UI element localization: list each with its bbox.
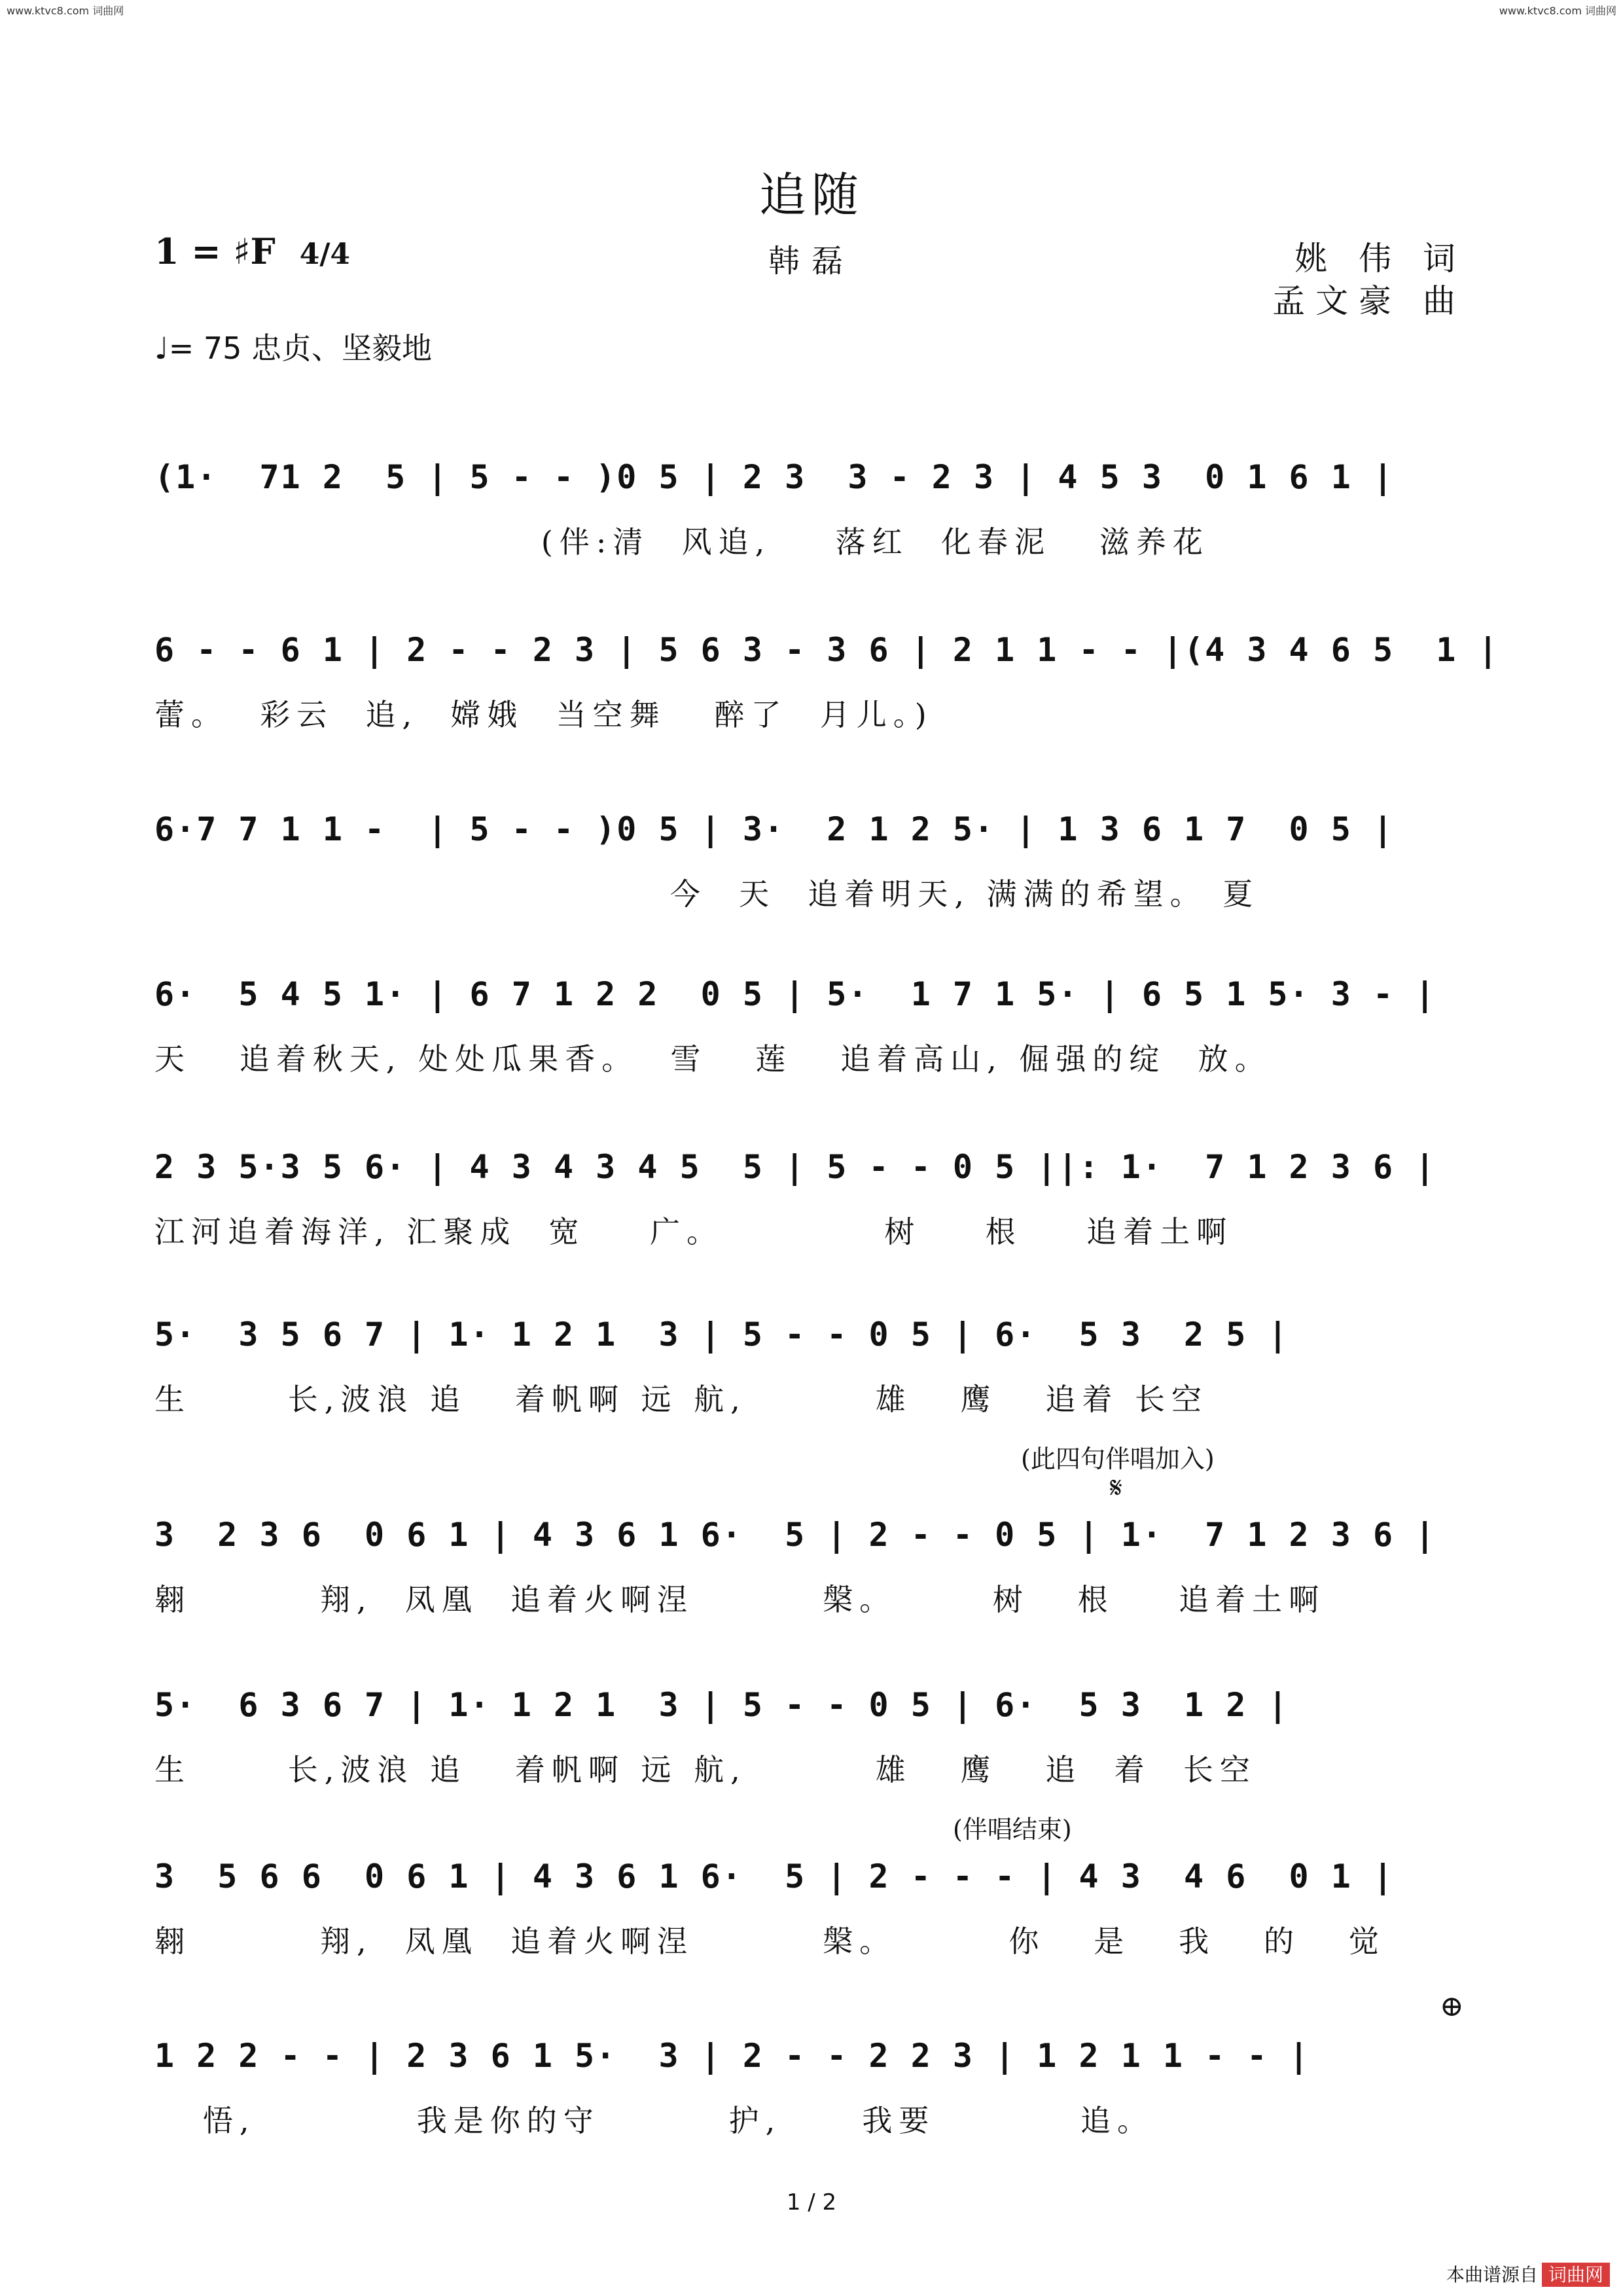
song-singer: 韩磊 (768, 243, 855, 279)
lyrics-line-4: 天 追着秋天, 处处瓜果香。 雪 莲 追着高山, 倔强的绽 放。 (154, 1041, 1272, 1077)
notes-line-3: 6·7 7 1 1 - | 5 - - )0 5 | 3· 2 1 2 5· | 1 3 6 1 7 0 5 | (154, 810, 1395, 848)
composer-credit: 孟文豪 曲 (1272, 282, 1466, 320)
score-line-2 (154, 631, 1499, 801)
lyrics-line-2: 蕾。 彩云 追, 嫦娥 当空舞 醉了 月儿。) (154, 697, 933, 732)
lyrics-line-10: 悟, 我是你的守 护, 我要 追。 (154, 2103, 1154, 2138)
notes-line-1: (1· 71 2 5 | 5 - - )0 5 | 2 3 3 - 2 3 | 4 5 3 0 1 6 1 | (154, 458, 1395, 496)
notes-line-4: 6· 5 4 5 1· | 6 7 1 2 2 0 5 | 5· 1 7 1 5· | 6 5 1 5· 3 - | (154, 975, 1436, 1013)
lyrics-line-9: 翱 翔, 凤凰 追着火啊涅 槃。 你 是 我 的 觉 (154, 1924, 1385, 1959)
header-url-right: www.ktvc8.com 词曲网 (1499, 5, 1616, 17)
key-signature (154, 230, 350, 272)
lyrics-line-1: (伴:清 风追, 落红 化春泥 滋养花 (154, 524, 1209, 560)
annotation-chorus-start: (此四句伴唱加入) (1021, 1444, 1215, 1473)
notes-line-2: 6 - - 6 1 | 2 - - 2 3 | 5 6 3 - 3 6 | 2 1 1 - - |(4 3 4 6 5 1 | (154, 631, 1499, 669)
page-number: 1 / 2 (786, 2189, 837, 2215)
notes-line-10: 1 2 2 - - | 2 3 6 1 5· 3 | 2 - - 2 2 3 | 1 2 1 1 - - | (154, 2037, 1310, 2075)
lyrics-line-6: 生 长,波浪 追 着帆啊 远 航, 雄 鹰 追着 长空 (154, 1382, 1209, 1417)
notes-line-7: 3 2 3 6 0 6 1 | 4 3 6 1 6· 5 | 2 - - 0 5 | 1· 7 1 2 3 6 | (154, 1516, 1436, 1554)
score-line-10 (154, 2037, 1470, 2207)
time-signature: 4/4 (299, 238, 351, 271)
lyrics-line-8: 生 长,波浪 追 着帆啊 远 航, 雄 鹰 追 着 长空 (154, 1752, 1257, 1787)
coda-sign: ⊕ (1440, 1990, 1464, 2023)
source-credit (1446, 2261, 1610, 2287)
score-line-8 (154, 1686, 1470, 1856)
lyrics-line-3: 今 天 追着明天, 满满的希望。 夏 (154, 876, 1260, 912)
score-line-4 (154, 975, 1470, 1145)
score-line-3 (154, 810, 1470, 980)
lyrics-line-5: 江河追着海洋, 汇聚成 宽 广。 树 根 追着土啊 (154, 1214, 1234, 1249)
header-url-left: www.ktvc8.com 词曲网 (7, 5, 124, 17)
song-title: 追随 (758, 168, 864, 223)
lyricist-credit: 姚 伟 词 (1294, 240, 1466, 278)
lyrics-line-7: 翱 翔, 凤凰 追着火啊涅 槃。 树 根 追着土啊 (154, 1582, 1326, 1617)
source-text: 本曲谱源自 (1446, 2264, 1538, 2286)
segno-sign: 𝄋 (1110, 1471, 1122, 1505)
notes-line-6: 5· 3 5 6 7 | 1· 1 2 1 3 | 5 - - 0 5 | 6· 5 3 2 5 | (154, 1316, 1289, 1354)
score-line-9 (154, 1857, 1470, 2028)
notes-line-5: 2 3 5·3 5 6· | 4 3 4 3 4 5 5 | 5 - - 0 5 ||: 1· 7 1 2 3 6 | (154, 1148, 1436, 1186)
score-line-5 (154, 1148, 1470, 1318)
score-line-6 (154, 1316, 1470, 1486)
key-label: 1 = ♯F (154, 230, 276, 272)
source-brand: 词曲网 (1542, 2263, 1610, 2287)
score-line-1 (154, 458, 1470, 628)
annotation-chorus-end: (伴唱结束) (953, 1815, 1072, 1844)
score-line-7 (154, 1516, 1470, 1686)
notes-line-8: 5· 6 3 6 7 | 1· 1 2 1 3 | 5 - - 0 5 | 6· 5 3 1 2 | (154, 1686, 1289, 1724)
notes-line-9: 3 5 6 6 0 6 1 | 4 3 6 1 6· 5 | 2 - - - | 4 3 4 6 0 1 | (154, 1857, 1395, 1895)
tempo-marking: ♩= 75 忠贞、坚毅地 (154, 331, 433, 366)
